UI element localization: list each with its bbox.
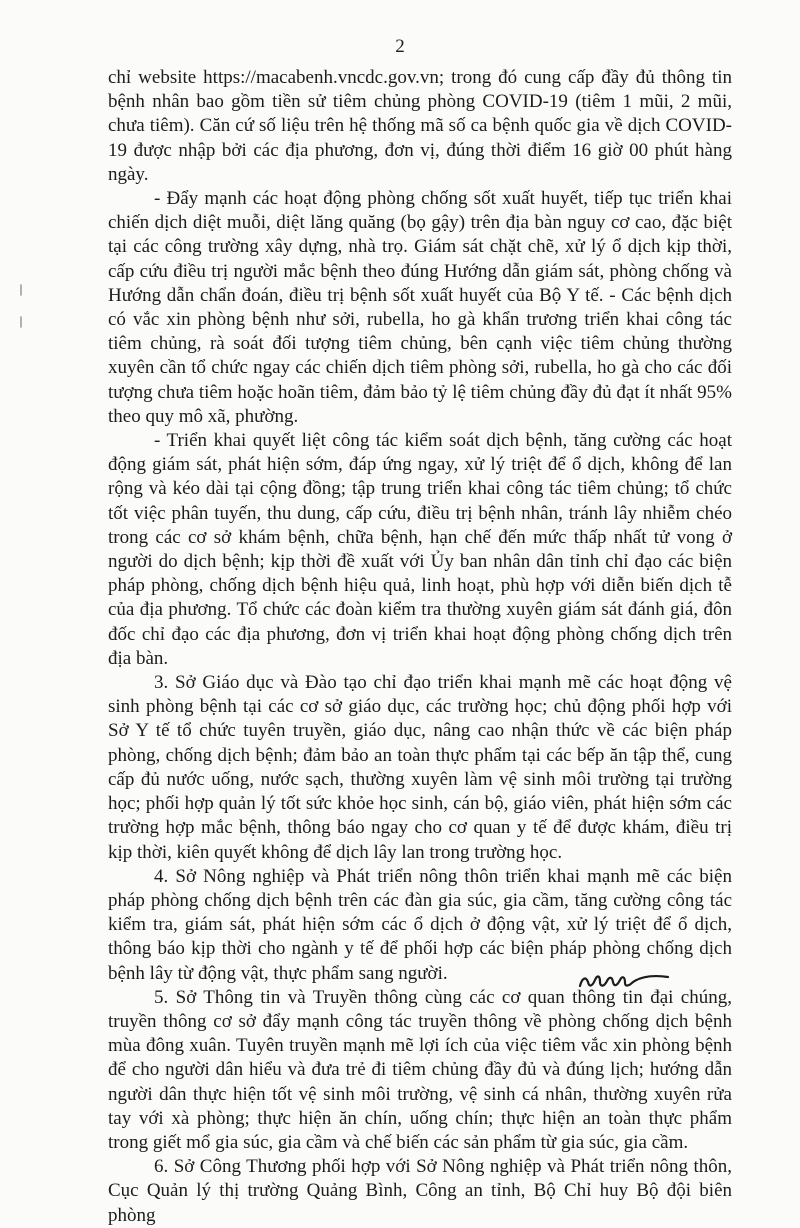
document-body — [108, 66, 732, 1228]
paragraph-education: 3. Sở Giáo dục và Đào tạo chỉ đạo triển khai mạnh mẽ các hoạt động vệ sinh phòng bệnh tại các cơ sở giáo dục, các trường học; chủ động phối hợp với Sở Y tế tổ chức tuyên truyền, giáo dục, nâng cao nhận thức về các biện pháp phòng, chống dịch bệnh; đảm bảo an toàn thực phẩm tại các bếp ăn tập thể, cung cấp đủ nước uống, nước sạch, thường xuyên làm vệ sinh môi trường tại trường học; phối hợp quản lý tốt sức khỏe học sinh, cán bộ, giáo viên, phát hiện sớm các trường hợp mắc bệnh, thông báo ngay cho cơ quan y tế để được khám, điều trị kịp thời, kiên quyết không để dịch lây lan trong trường học. — [108, 672, 732, 863]
paragraph-industry-trade: 6. Sở Công Thương phối hợp với Sở Nông nghiệp và Phát triển nông thôn, Cục Quản lý thị trường Quảng Bình, Công an tỉnh, Bộ Chỉ huy Bộ đội biên phòng — [108, 1156, 732, 1226]
scan-edge-mark — [16, 283, 26, 329]
paragraph-disease-control: - Triển khai quyết liệt công tác kiểm soát dịch bệnh, tăng cường các hoạt động giám sát, phát hiện sớm, đáp ứng ngay, xử lý triệt để ổ dịch, không để lan rộng và kéo dài tại cộng đồng; tập trung triển khai công tác tiêm chủng; tổ chức tốt việc phân tuyến, thu dung, cấp cứu, điều trị bệnh nhân, tránh lây nhiễm chéo trong các cơ sở khám bệnh, chữa bệnh, hạn chế đến mức thấp nhất tử vong ở người do dịch bệnh; kịp thời đề xuất với Ủy ban nhân dân tỉnh chỉ đạo các biện pháp phòng, chống dịch bệnh hiệu quả, linh hoạt, phù hợp với diễn biến dịch tễ của địa phương. Tổ chức các đoàn kiểm tra thường xuyên giám sát đánh giá, đôn đốc chỉ đạo các địa phương, đơn vị triển khai hoạt động phòng chống dịch trên địa bàn. — [108, 430, 732, 669]
paragraph-agriculture: 4. Sở Nông nghiệp và Phát triển nông thôn triển khai mạnh mẽ các biện pháp phòng chống dịch bệnh trên các đàn gia súc, gia cầm, tăng cường công tác kiểm tra, giám sát, phát hiện sớm các ổ dịch ở động vật, xử lý triệt để ổ dịch, thông báo kịp thời cho ngành y tế để phối hợp các biện pháp phòng chống dịch bệnh lây từ động vật, thực phẩm sang người. — [108, 865, 732, 984]
paragraph-continued: chỉ website https://macabenh.vncdc.gov.vn; trong đó cung cấp đầy đủ thông tin bệnh nhân bao gồm tiền sử tiêm chủng phòng COVID-19 (tiêm 1 mũi, 2 mũi, chưa tiêm). Căn cứ số liệu trên hệ thống mã số ca bệnh quốc gia về dịch COVID-19 được nhập bởi các địa phương, đơn vị, đúng thời điểm 16 giờ 00 phút hàng ngày. — [108, 67, 732, 185]
paragraph-dengue: - Đẩy mạnh các hoạt động phòng chống sốt xuất huyết, tiếp tục triển khai chiến dịch diệt muỗi, diệt lăng quăng (bọ gậy) trên địa bàn nguy cơ cao, đặc biệt tại các công trường xây dựng, nhà trọ. Giám sát chặt chẽ, xử lý ổ dịch kịp thời, cấp cứu điều trị người mắc bệnh theo đúng Hướng dẫn giám sát, phòng chống và Hướng dẫn chẩn đoán, điều trị bệnh sốt xuất huyết của Bộ Y tế. - Các bệnh dịch có vắc xin phòng bệnh như sởi, rubella, ho gà khẩn trương triển khai công tác tiêm chủng, rà soát đối tượng tiêm chủng, bên cạnh việc tiêm chủng thường xuyên cần tổ chức ngay các chiến dịch tiêm phòng sởi, rubella, ho gà cho các đối tượng chưa tiêm hoặc hoãn tiêm, đảm bảo tỷ lệ tiêm chủng đầy đủ đạt ít nhất 95% theo quy mô xã, phường. — [108, 188, 732, 427]
paragraph-information: 5. Sở Thông tin và Truyền thông cùng các cơ quan thông tin đại chúng, truyền thông cơ sở đẩy mạnh công tác truyền thông về phòng chống dịch bệnh mùa đông xuân. Tuyên truyền mạnh mẽ lợi ích của việc tiêm vắc xin phòng bệnh để cho người dân hiểu và đưa trẻ đi tiêm chủng đầy đủ và đúng lịch; hướng dẫn người dân thực hiện tốt vệ sinh môi trường, vệ sinh cá nhân, thường xuyên rửa tay với xà phòng; thực hiện ăn chín, uống chín; thực hiện an toàn thực phẩm trong giết mổ gia súc, gia cầm và chế biến các sản phẩm từ gia súc, gia cầm. — [108, 986, 732, 1153]
page-number: 2 — [395, 36, 405, 57]
initials-signature — [576, 958, 672, 998]
